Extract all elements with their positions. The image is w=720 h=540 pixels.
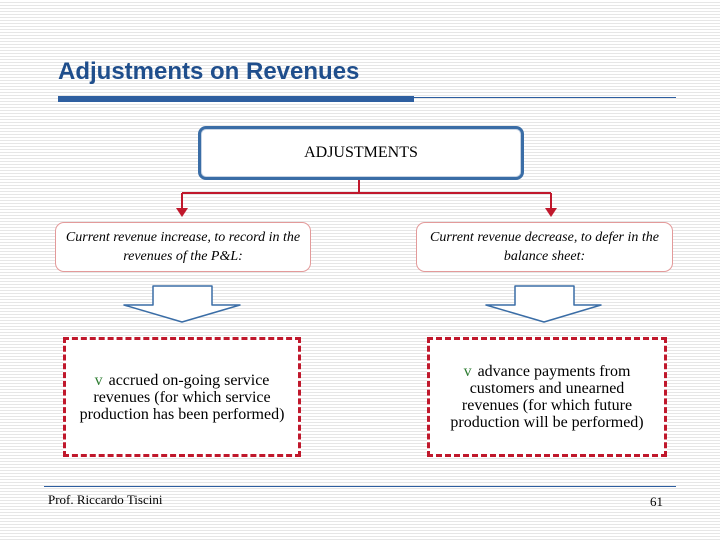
category-box-increase	[55, 222, 311, 272]
bullet-icon: v	[463, 363, 472, 380]
title-underline-thick	[58, 96, 414, 102]
category-box-decrease	[416, 222, 673, 272]
footer-author: Prof. Riccardo Tiscini	[48, 492, 163, 507]
item-box-advance	[427, 337, 667, 457]
title-underline-thin	[414, 97, 676, 98]
bullet-icon: v	[94, 371, 103, 389]
item-label-accrued: accrued on-going service revenues (for which service production has been performed)	[79, 371, 285, 423]
adjustments-root-box	[198, 126, 524, 180]
slide-title: Adjustments on Revenues	[58, 58, 360, 85]
item-label-advance: advance payments from customers and unearned revenues (for which future production will be performed)	[450, 363, 644, 431]
footer-divider	[44, 486, 676, 487]
category-label-decrease: Current revenue decrease, to defer in the balance sheet:	[430, 230, 659, 264]
item-box-accrued	[63, 337, 301, 457]
arrowhead-left	[176, 208, 188, 217]
down-arrow-left	[124, 286, 240, 322]
down-arrow-right	[486, 286, 601, 322]
item-text-advance	[442, 363, 652, 431]
page-number: 61	[650, 494, 663, 509]
root-label: ADJUSTMENTS	[304, 144, 418, 161]
item-text-accrued	[78, 372, 286, 423]
category-label-increase: Current revenue increase, to record in the revenues of the P&L:	[65, 230, 301, 264]
arrowhead-right	[545, 208, 557, 217]
